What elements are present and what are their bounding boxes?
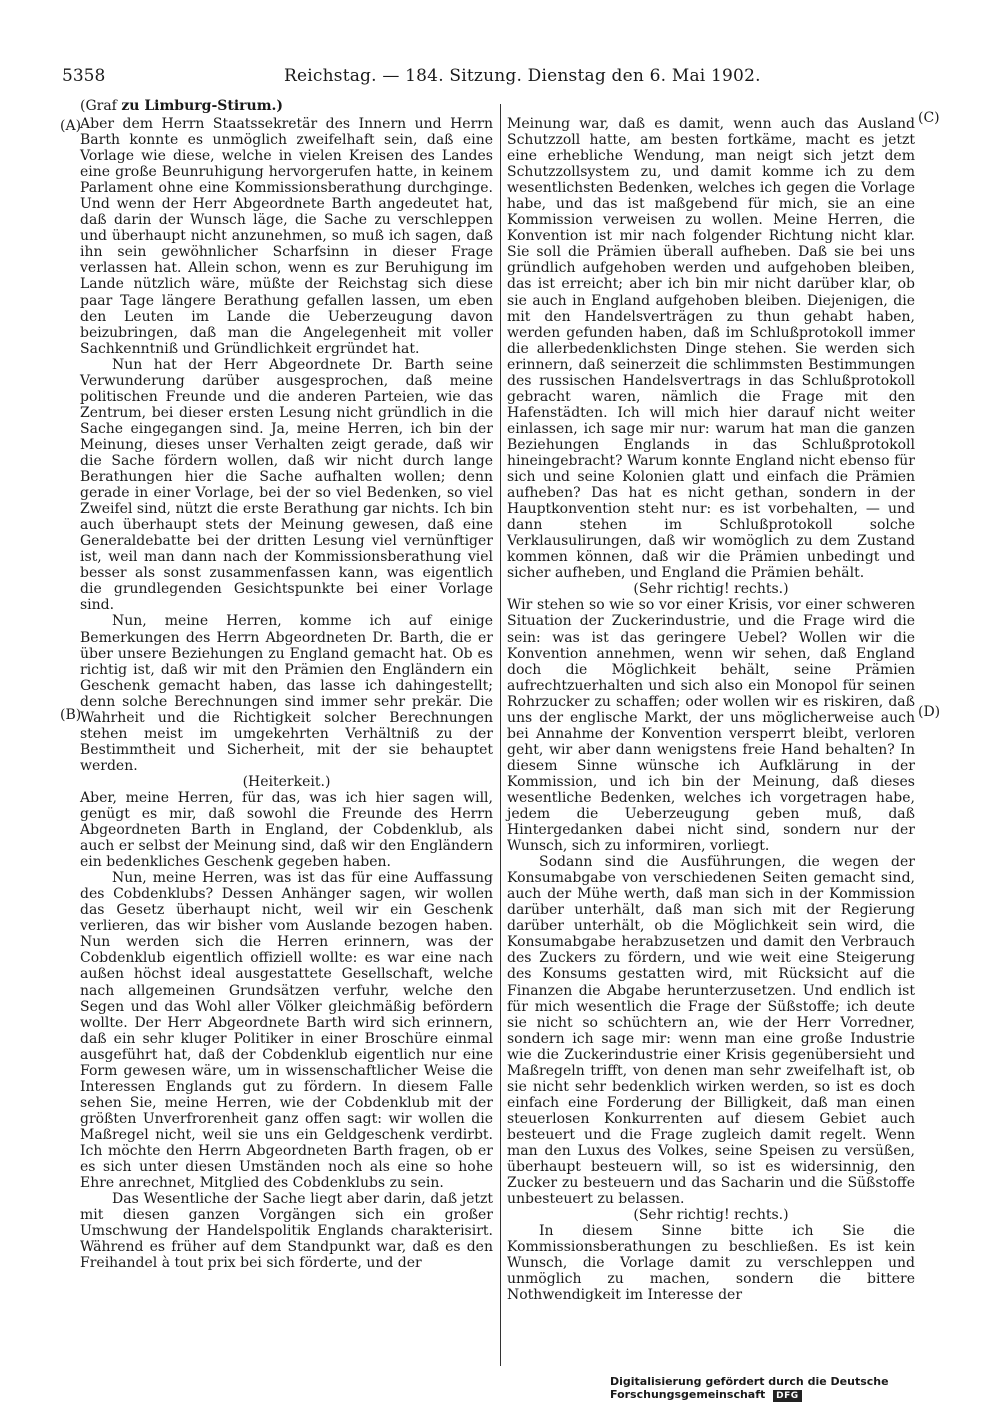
interjection: (Sehr richtig! rechts.) [633,1207,789,1224]
paragraph: Nun, meine Herren, komme ich auf einige Bemerkungen des Herrn Abgeordneten Dr. Barth, die er über unsere Beziehungen zu England gemacht hat. Ob es richtig ist, daß wir mit den Prämien den Engländern ein Geschenk gemacht haben, das lasse ich dahingestellt; denn solche Berechnungen sind immer sehr prekär. Die Wahrheit und die Richtigkeit solcher Berechnungen stehen meist im umgekehrten Verhältniß zu der Bestimmtheit und Sicherheit, mit der sie behauptet werden. [80,613,493,774]
right-column [507,116,915,1303]
paragraph: Aber, meine Herren, für das, was ich hier sagen will, genügt es mir, daß sowohl die Freunde des Herrn Abgeordneten Barth in England, der Cobdenklub, als auch er selbst der Meinung sind, daß wir den Engländern ein bedenkliches Geschenk gegeben haben. [80,789,493,871]
left-column [80,116,493,1271]
dfg-logo: DFG [773,1390,802,1402]
column-divider [500,104,501,1366]
digitization-footer [610,1375,1000,1402]
margin-marker-c: (C) [918,110,940,126]
paragraph: Wir stehen so wie so vor einer Krisis, vor einer schweren Situation der Zuckerindustrie, und die Frage wird die sein: was ist das geringere Uebel? Wollen wir die Konvention annehmen, wenn wir sehen, daß England doch die Möglichkeit behält, seine Prämien aufrechtzuerhalten und sich also ein Monopol für seinen Rohrzucker zu schaffen; oder wollen wir es riskiren, daß uns der englische Markt, der uns möglicherweise auch bei Annahme der Konvention versperrt bleibt, verloren geht, wir aber dann wenigstens freie Hand behalten? In diesem Sinne wünsche ich Aufklärung in der Kommission, und ich bin der Meinung, daß dieses wesentliche Bedenken, welches ich vorgetragen habe, jedem die Ueberzeugung geben muß, daß Hintergedanken dabei nicht sind, sondern nur der Wunsch, sich zu informiren, vorliegt. [507,597,915,855]
paragraph: Aber dem Herrn Staatssekretär des Innern und Herrn Barth konnte es unmöglich zweifelhaft sein, daß eine Vorlage wie diese, welche in vielen Kreisen des Landes eine große Beunruhigung hervorgerufen hatte, in keinem Parlament ohne eine Kommissionsberathung durchginge. Und wenn der Herr Abgeordnete Barth angedeutet hat, daß darin der Wunsch läge, die Sache zu verschleppen und überhaupt nicht anzunehmen, so muß ich sagen, daß ihn sein gewöhnlicher Scharfsinn in dieser Frage verlassen hat. Allein schon, wenn es zur Beruhigung im Lande nützlich wäre, müßte der Reichstag sich diese paar Tage längere Berathung gefallen lassen, um eben den Leuten im Lande die Ueberzeugung davon beizubringen, daß man die Angelegenheit mit voller Sachkenntniß und Gründlichkeit ergründet hat. [80,116,493,357]
footer-text: Digitalisierung gefördert durch die Deutsche Forschungsgemeinschaft [610,1375,889,1401]
page-number: 5358 [62,66,106,86]
paragraph: Das Wesentliche der Sache liegt aber darin, daß jetzt mit diesen ganzen Vorgängen sich ein großer Umschwung der Handelspolitik Englands charakterisirt. Während es früher auf dem Standpunkt war, daß es den Freihandel à tout prix bei sich förderte, und der [80,1191,493,1272]
interjection: (Sehr richtig! rechts.) [633,581,789,598]
speaker-prefix: (Graf [80,98,117,114]
speaker-name: zu Limburg-Stirum.) [121,98,284,114]
margin-marker-a: (A) [60,118,82,134]
paragraph: Sodann sind die Ausführungen, die wegen der Konsumabgabe von verschiedenen Seiten gemacht sind, auch der Mühe werth, daß man sich in der Kommission darüber unterhält, daß man sich mit der Regierung darüber unterhält, ob die Möglichkeit sein wird, die Konsumabgabe herabzusetzen und damit den Verbrauch des Zuckers zu fördern, und wie weit eine Steigerung des Konsums gestatten wird, mit Rücksicht auf die Finanzen die Abgabe herunterzusetzen. Und endlich ist für mich wesentlich die Frage der Süßstoffe; ich deute sie nicht so schüchtern an, wie der Herr Vorredner, sondern ich sage mir: wenn man eine große Industrie wie die Zuckerindustrie einer Krisis gegenübersieht und Maßregeln trifft, von denen man sehr zweifelhaft ist, ob sie nicht sehr bedenklich wirken werden, so ist es doch einfach eine Forderung der Billigkeit, daß man einen steuerlosen Konkurrenten auf diesem Gebiet auch besteuert und die Frage zugleich damit regelt. Wenn man den Luxus des Volkes, seine Speisen zu versüßen, überhaupt besteuern will, so ist es widersinnig, den Zucker zu besteuern und das Sacharin und die Süßstoffe unbesteuert zu belassen. [507,854,915,1208]
margin-marker-b: (B) [60,707,82,723]
paragraph: Nun, meine Herren, was ist das für eine Auffassung des Cobdenklubs? Dessen Anhänger sagen, wir wollen das Gesetz überhaupt nicht, weil wir ein Geschenk verlieren, das wir bisher vom Auslande bezogen haben. Nun werden sich die Herren erinnern, was der Cobdenklub eigentlich offiziell wollte: es war eine nach außen höchst ideal ausgestattete Gesellschaft, welche nach allgemeinen Grundsätzen verfuhr, welche den Segen und das Wohl aller Völker gleichmäßig befördern wollte. Der Herr Abgeordnete Barth wird sich erinnern, daß ein sehr kluger Politiker in einer Broschüre einmal ausgeführt hat, daß der Cobdenklub eigentlich nur eine Form gewesen wäre, um in wissenschaftlicher Weise die Interessen Englands gut zu fördern. In diesem Falle sehen Sie, meine Herren, wie der Cobdenklub mit der größten Unverfrorenheit ganz offen sagt: wir wollen die Maßregel nicht, weil sie uns ein Geldgeschenk verdirbt. Ich möchte den Herrn Abgeordneten Barth fragen, ob er es sich unter diesen Umständen noch als eine so hohe Ehre anrechnet, Mitglied des Cobdenklubs zu sein. [80,870,493,1192]
header-title: Reichstag. — 184. Sitzung. Dienstag den 6. Mai 1902. [284,66,761,86]
paragraph: In diesem Sinne bitte ich Sie die Kommissionsberathungen zu beschließen. Es ist kein Wunsch, die Vorlage damit zu verschleppen und unmöglich zu machen, sondern die bittere Nothwendigkeit im Interesse der [507,1223,915,1304]
interjection: (Heiterkeit.) [242,773,331,790]
speaker-attribution [80,98,283,114]
margin-marker-d: (D) [918,704,941,720]
paragraph: Meinung war, daß es damit, wenn auch das Ausland Schutzzoll hatte, am besten fortkäme, macht es jetzt eine erhebliche Wendung, man neigt sich jetzt dem Schutzzollsystem zu, und damit komme ich zu dem wesentlichsten Bedenken, welches ich gegen die Vorlage habe, und das ist maßgebend für mich, sie an eine Kommission verweisen zu wollen. Meine Herren, die Konvention ist mir nach folgender Richtung nicht klar. Sie soll die Prämien überall aufheben. Daß sie bei uns gründlich aufgehoben werden und aufgehoben bleiben, das ist erreicht; aber ich bin mir nicht darüber klar, ob sie auch in England aufgehoben bleiben. Diejenigen, die mit den Handelsverträgen zu thun gehabt haben, werden gefunden haben, daß im Schlußprotokoll immer die allerbedenklichsten Dinge stehen. Sie werden sich erinnern, daß seinerzeit die schlimmsten Bestimmungen des russischen Handelsvertrags in das Schlußprotokoll gebracht waren, nämlich die Frage mit den Hafenstädten. Ich will mich hier darauf nicht weiter einlassen, ich sage mir nur: warum hat man die ganzen Beziehungen Englands in das Schlußprotokoll hineingebracht? Warum konnte England nicht ebenso für sich und seine Kolonien glatt und einfach die Prämien aufheben? Das hat es nicht gethan, sondern in der Hauptkonvention steht nur: es ist vorbehalten, — und dann stehen im Schlußprotokoll solche Verklausulirungen, daß wir womöglich zu dem Zustand kommen können, daß wir die Prämien unbedingt und sicher aufheben, und England die Prämien behält. [507,116,915,582]
paragraph: Nun hat der Herr Abgeordnete Dr. Barth seine Verwunderung darüber ausgesprochen, daß meine politischen Freunde und die anderen Parteien, wie das Zentrum, bei dieser ersten Lesung nicht gründlich in die Sache eingegangen sind. Ja, meine Herren, ich bin der Meinung, dieses unser Verhalten zeigt gerade, daß wir die Sache fördern wollen, daß wir nicht durch lange Berathungen hier die Sache aufhalten wollen; denn gerade in einer Vorlage, bei der so viel Bedenken, so viel Zweifel sind, nützt die erste Berathung gar nichts. Ich bin auch überhaupt stets der Meinung gewesen, daß eine Generaldebatte bei der dritten Lesung viel vernünftiger ist, weil man dann nach der Kommissionsberathung viel besser als sonst zusammenfassen kann, was eigentlich die grundlegenden Gesichtspunkte bei einer Vorlage sind. [80,356,493,614]
page-header [62,66,940,94]
